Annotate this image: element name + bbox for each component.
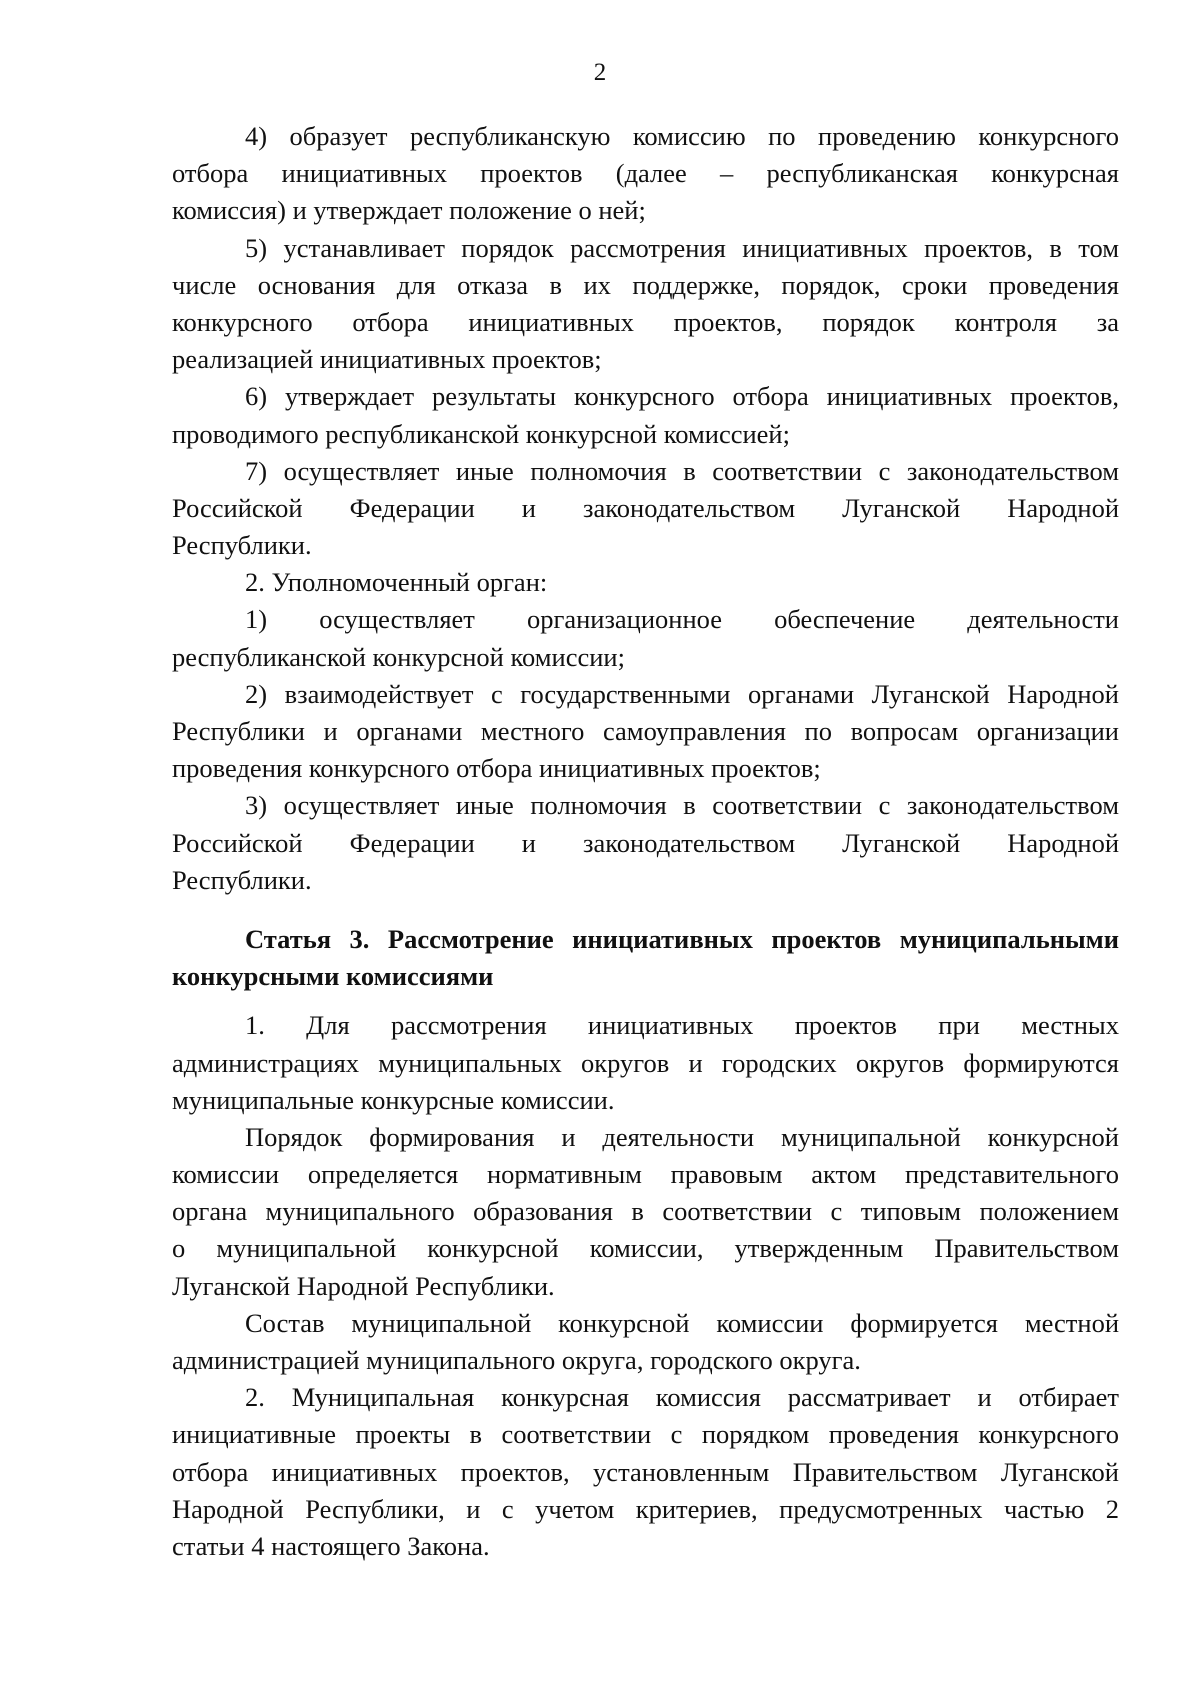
text-line: числе основания для отказа в их поддержке, порядок, сроки проведения: [172, 269, 1119, 300]
text-line: Народной Республики, и с учетом критериев, предусмотренных частью 2: [172, 1493, 1119, 1524]
text-line: проведения конкурсного отбора инициативных проектов;: [172, 753, 821, 784]
text-line: органа муниципального образования в соответствии с типовым положением: [172, 1196, 1119, 1227]
text-line: Республики и органами местного самоуправления по вопросам организации: [172, 716, 1119, 746]
paragraph: [172, 453, 1119, 565]
text-line: комиссии определяется нормативным правовым актом представительного: [172, 1159, 1119, 1190]
paragraph: [172, 1007, 1119, 1119]
paragraph: [172, 1379, 1119, 1565]
text-line: 2. Уполномоченный орган:: [245, 567, 548, 598]
paragraph: [172, 118, 1119, 230]
paragraph: [172, 378, 1119, 452]
text-line: комиссия) и утверждает положение о ней;: [172, 195, 646, 226]
text-line: 4) образует республиканскую комиссию по проведению конкурсного: [245, 121, 1119, 151]
article-heading: [172, 921, 1119, 995]
text-line: муниципальные конкурсные комиссии.: [172, 1084, 615, 1115]
text-line: статьи 4 настоящего Закона.: [172, 1530, 490, 1561]
text-line: Республики.: [172, 530, 312, 561]
text-line: инициативные проекты в соответствии с порядком проведения конкурсного: [172, 1419, 1119, 1450]
text-line: администрациях муниципальных округов и городских округов формируются: [172, 1047, 1119, 1078]
page-number: 2: [593, 59, 607, 86]
spacer: [172, 995, 1119, 1007]
paragraph: [172, 564, 1119, 601]
text-line: отбора инициативных проектов (далее – республиканская конкурсная: [172, 158, 1119, 189]
text-line: конкурсного отбора инициативных проектов, порядок контроля за: [172, 306, 1119, 337]
text-line: реализацией инициативных проектов;: [172, 344, 602, 375]
text-line: Состав муниципальной конкурсной комиссии формируется местной: [245, 1307, 1119, 1338]
heading-line: конкурсными комиссиями: [172, 961, 494, 992]
text-line: о муниципальной конкурсной комиссии, утвержденным Правительством: [172, 1233, 1119, 1264]
paragraph: [172, 787, 1119, 899]
text-line: 5) устанавливает порядок рассмотрения инициативных проектов, в том: [245, 232, 1119, 263]
text-line: 6) утверждает результаты конкурсного отбора инициативных проектов,: [245, 381, 1119, 412]
text-line: 2. Муниципальная конкурсная комиссия рассматривает и отбирает: [245, 1382, 1119, 1413]
text-line: Российской Федерации и законодательством Луганской Народной: [172, 492, 1119, 523]
document-body: [172, 118, 1119, 1565]
text-line: республиканской конкурсной комиссии;: [172, 641, 625, 672]
spacer: [172, 899, 1119, 921]
paragraph: [172, 1305, 1119, 1379]
text-line: администрацией муниципального округа, городского округа.: [172, 1345, 861, 1375]
text-line: Республики.: [172, 864, 312, 895]
text-line: 1) осуществляет организационное обеспечение деятельности: [245, 604, 1119, 635]
text-line: Луганской Народной Республики.: [172, 1270, 555, 1301]
text-line: 7) осуществляет иные полномочия в соответствии с законодательством: [245, 455, 1119, 486]
text-line: Российской Федерации и законодательством Луганской Народной: [172, 827, 1119, 858]
text-line: отбора инициативных проектов, установленным Правительством Луганской: [172, 1456, 1119, 1487]
paragraph: [172, 1119, 1119, 1305]
text-line: Порядок формирования и деятельности муниципальной конкурсной: [245, 1121, 1119, 1152]
text-line: 2) взаимодействует с государственными органами Луганской Народной: [245, 678, 1119, 709]
text-line: 1. Для рассмотрения инициативных проектов при местных: [245, 1010, 1119, 1041]
paragraph: [172, 601, 1119, 675]
paragraph: [172, 230, 1119, 379]
text-line: 3) осуществляет иные полномочия в соответствии с законодательством: [245, 790, 1119, 821]
paragraph: [172, 676, 1119, 788]
text-line: проводимого республиканской конкурсной комиссией;: [172, 418, 790, 449]
heading-line: Статья 3. Рассмотрение инициативных проектов муниципальными: [245, 923, 1119, 954]
